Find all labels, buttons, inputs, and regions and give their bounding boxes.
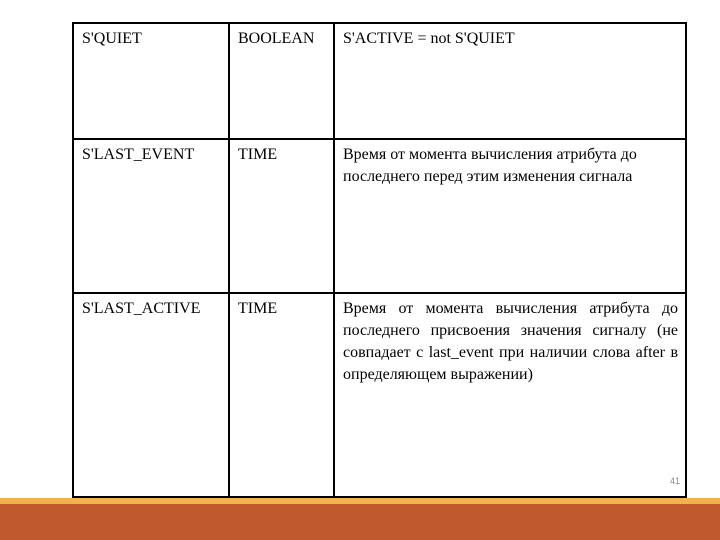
attribute-name-cell: S'LAST_EVENT bbox=[73, 139, 229, 293]
footer-bar bbox=[0, 504, 720, 540]
attribute-type-cell: BOOLEAN bbox=[229, 23, 334, 139]
attributes-table bbox=[72, 22, 687, 498]
attribute-description-cell: Время от момента вычисления атрибута до последнего присвоения значения сигналу (не совпадает с last_event при наличии слова after в определяющем выражении) bbox=[334, 293, 686, 497]
page-number: 41 bbox=[669, 476, 680, 486]
attribute-name-cell: S'LAST_ACTIVE bbox=[73, 293, 229, 497]
attribute-description-cell: S'ACTIVE = not S'QUIET bbox=[334, 23, 686, 139]
table-row bbox=[73, 139, 686, 293]
attribute-type-cell: TIME bbox=[229, 139, 334, 293]
table-row bbox=[73, 23, 686, 139]
attribute-description-cell: Время от момента вычисления атрибута до последнего перед этим изменения сигнала bbox=[334, 139, 686, 293]
attribute-type-cell: TIME bbox=[229, 293, 334, 497]
table-row bbox=[73, 293, 686, 497]
attribute-name-cell: S'QUIET bbox=[73, 23, 229, 139]
